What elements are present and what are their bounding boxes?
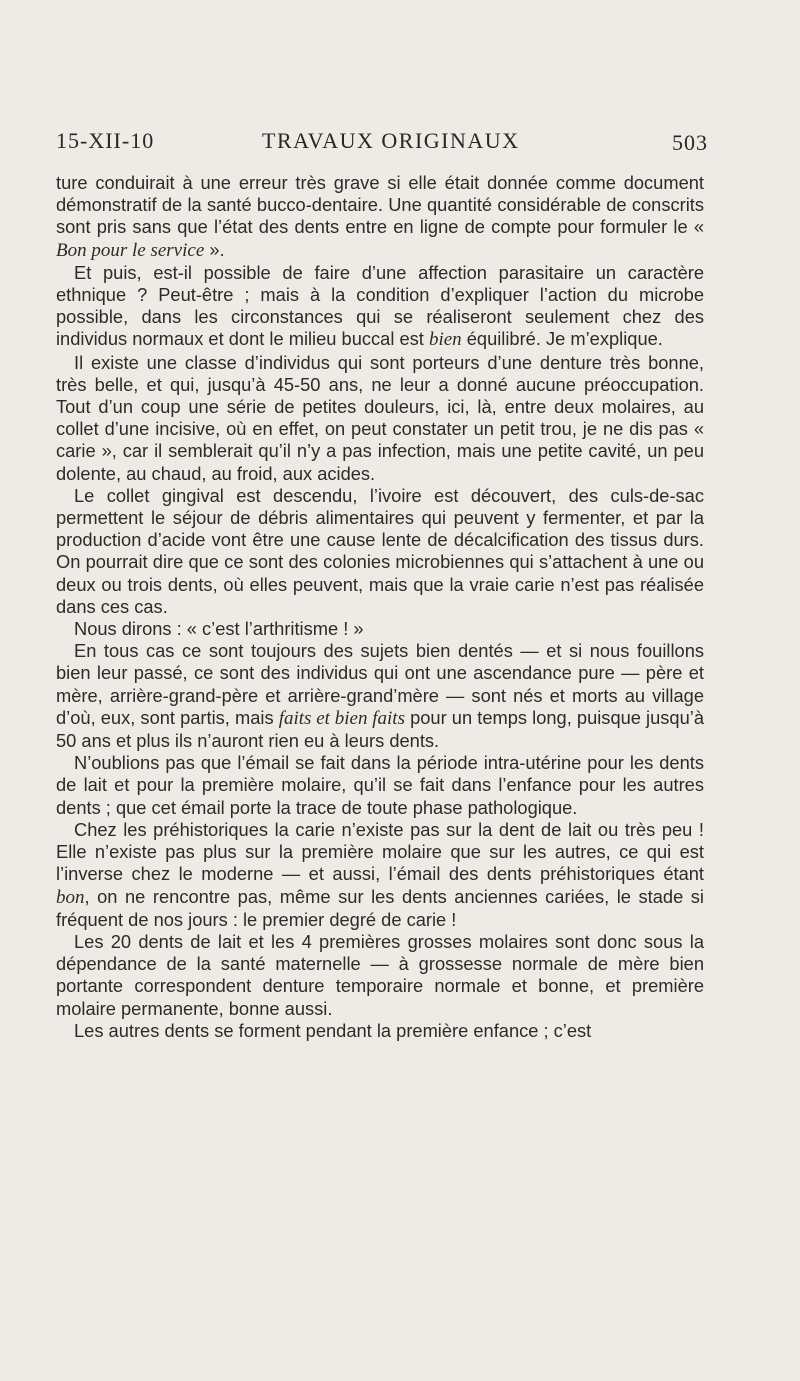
paragraph-7: N’oublions pas que l’émail se fait dans la période intra-utérine pour les dents de lait et pour la première molaire, qu’il se fait dans l’enfance pour les autres dents ; que cet émail porte la trace de toute phase pathologique. bbox=[56, 752, 704, 818]
paragraph-8: Chez les préhistoriques la carie n’existe pas sur la dent de lait ou très peu ! Elle n’existe pas plus sur la première molaire que sur les autres, ce qui est l’inverse chez le moderne — et aussi, l’émail des dents préhistoriques étant bon, on ne rencontre pas, même sur les dents anciennes cariées, le stade si fréquent de nos jours : le premier degré de carie ! bbox=[56, 818, 704, 930]
body-text bbox=[56, 172, 704, 1042]
paragraph-5: Nous dirons : « c’est l’arthritisme ! » bbox=[74, 618, 364, 640]
paragraph-1: ture conduirait à une erreur très grave si elle était donnée comme document démonstratif de la santé bucco-dentaire. Une quantité considérable de conscrits sont pris sans que l’état des dents entre en ligne de compte pour formuler le « Bon pour le service ». bbox=[56, 172, 704, 261]
running-header bbox=[56, 128, 708, 160]
header-date: 15-XII-10 bbox=[56, 128, 155, 153]
paragraph-6: En tous cas ce sont toujours des sujets bien dentés — et si nous fouillons bien leur passé, ce sont des individus qui ont une ascendance pure — père et mère, arrière-grand-père et arrière-grand’mère — sont nés et morts au village d’où, eux, sont partis, mais faits et bien faits pour un temps long, puisque jusqu’à 50 ans et plus ils n’auront rien eu à leurs dents. bbox=[56, 640, 704, 752]
paragraph-4: Le collet gingival est descendu, l’ivoire est découvert, des culs-de-sac permettent le séjour de débris alimentaires qui peuvent y fermenter, et par la production d’acide vont être une cause lente de décalcification des tissus durs. On pourrait dire que ce sont des colonies microbiennes qui s’attachent à une ou deux ou trois dents, où elles peuvent, mais que la vraie carie n’est pas réalisée dans ces cas. bbox=[56, 484, 704, 617]
paragraph-9: Les 20 dents de lait et les 4 premières grosses molaires sont donc sous la dépendance de la santé maternelle — à grossesse normale de mère bien portante correspondent denture temporaire normale et bonne, et première molaire permanente, bonne aussi. bbox=[56, 930, 704, 1019]
header-title: TRAVAUX ORIGINAUX bbox=[262, 128, 520, 153]
page-number: 503 bbox=[672, 130, 708, 155]
paragraph-2: Et puis, est-il possible de faire d’une affection parasitaire un caractère ethnique ? Peut-être ; mais à la condition d’expliquer l’action du microbe possible, dans les circonstances qui se réaliseront seulement chez des individus normaux et dont le milieu buccal est bien équilibré. Je m’explique. bbox=[56, 261, 704, 351]
paragraph-3: Il existe une classe d’individus qui sont porteurs d’une denture très bonne, très belle, et qui, jusqu’à 45-50 ans, ne leur a donné aucune préoccupation. Tout d’un coup une série de petites douleurs, ici, là, entre deux molaires, au collet d’une incisive, où en effet, on peut constater un petit trou, je ne dis pas « carie », car il semblerait qu’il n’y a pas infection, mais une petite cavité, un peu dolente, au chaud, au froid, aux acides. bbox=[56, 351, 704, 484]
paragraph-10: Les autres dents se forment pendant la première enfance ; c’est bbox=[74, 1019, 592, 1041]
